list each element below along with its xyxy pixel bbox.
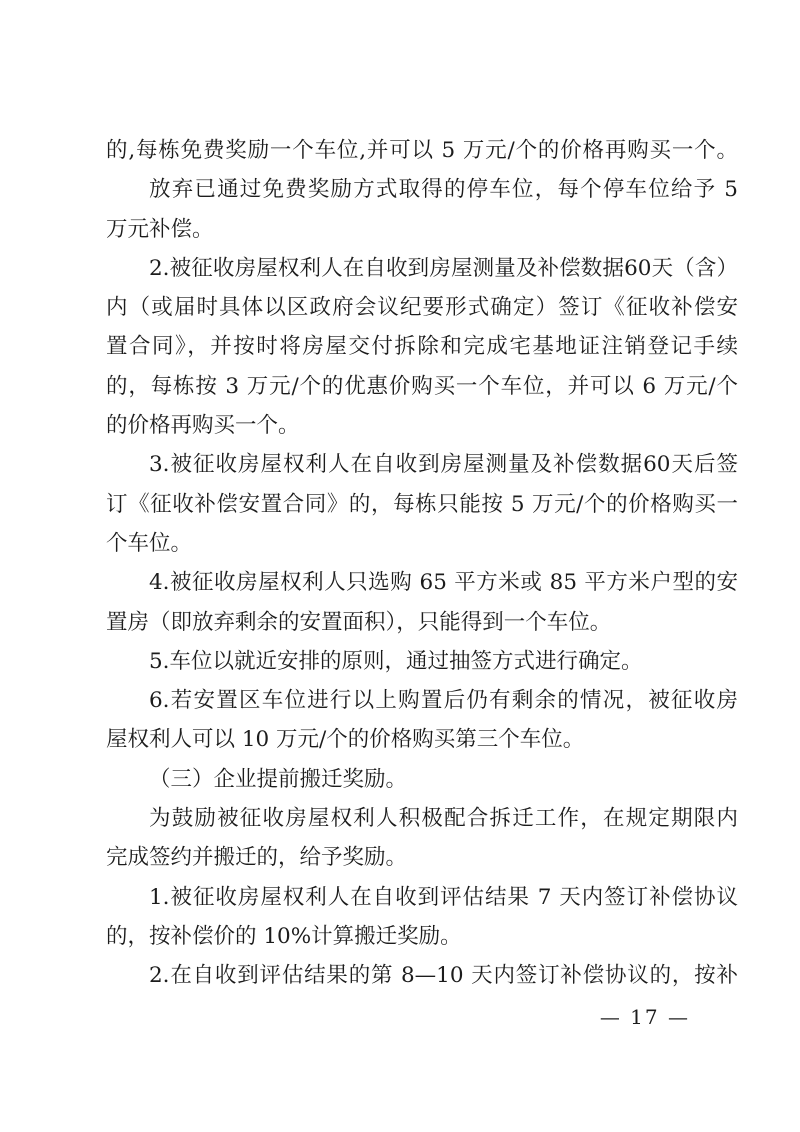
text-line: 完成签约并搬迁的，给予奖励。	[106, 845, 408, 871]
text-line: 的，按补偿价的 10%计算搬迁奖励。	[106, 923, 462, 949]
text-line: （三）企业提前搬迁奖励。	[149, 766, 408, 792]
page-footer	[0, 1004, 800, 1030]
document-body	[106, 131, 738, 996]
text-line: 6.若安置区车位进行以上购置后仍有剩余的情况，被征收房	[149, 688, 738, 714]
text-line: 万元补偿。	[106, 216, 214, 242]
text-line: 2.在自收到评估结果的第 8—10 天内签订补偿协议的，按补	[149, 963, 738, 989]
text-line: 内（或届时具体以区政府会议纪要形式确定）签订《征收补偿安	[106, 295, 738, 321]
text-line: 置合同》，并按时将房屋交付拆除和完成宅基地证注销登记手续	[106, 334, 738, 360]
text-line: 3.被征收房屋权利人在自收到房屋测量及补偿数据60天后签	[149, 452, 738, 478]
text-line: 订《征收补偿安置合同》的，每栋只能按 5 万元/个的价格购买一	[106, 491, 738, 517]
text-line: 5.车位以就近安排的原则，通过抽签方式进行确定。	[149, 648, 643, 674]
text-line: 2.被征收房屋权利人在自收到房屋测量及补偿数据60天（含）	[149, 255, 738, 281]
page-number: — 17 —	[599, 1005, 690, 1029]
text-line: 个车位。	[106, 530, 193, 556]
text-line: 的,每栋免费奖励一个车位,并可以 5 万元/个的价格再购买一个。	[106, 138, 738, 163]
text-line: 1.被征收房屋权利人在自收到评估结果 7 天内签订补偿协议	[149, 884, 738, 910]
text-line: 为鼓励被征收房屋权利人积极配合拆迁工作，在规定期限内	[149, 806, 738, 832]
text-line: 4.被征收房屋权利人只选购 65 平方米或 85 平方米户型的安	[149, 570, 738, 596]
text-line: 放弃已通过免费奖励方式取得的停车位，每个停车位给予 5	[149, 177, 738, 203]
text-line: 的，每栋按 3 万元/个的优惠价购买一个车位，并可以 6 万元/个	[106, 373, 738, 399]
text-line: 屋权利人可以 10 万元/个的价格购买第三个车位。	[106, 727, 585, 753]
text-line: 的价格再购买一个。	[106, 413, 300, 439]
text-line: 置房（即放弃剩余的安置面积），只能得到一个车位。	[106, 609, 612, 635]
